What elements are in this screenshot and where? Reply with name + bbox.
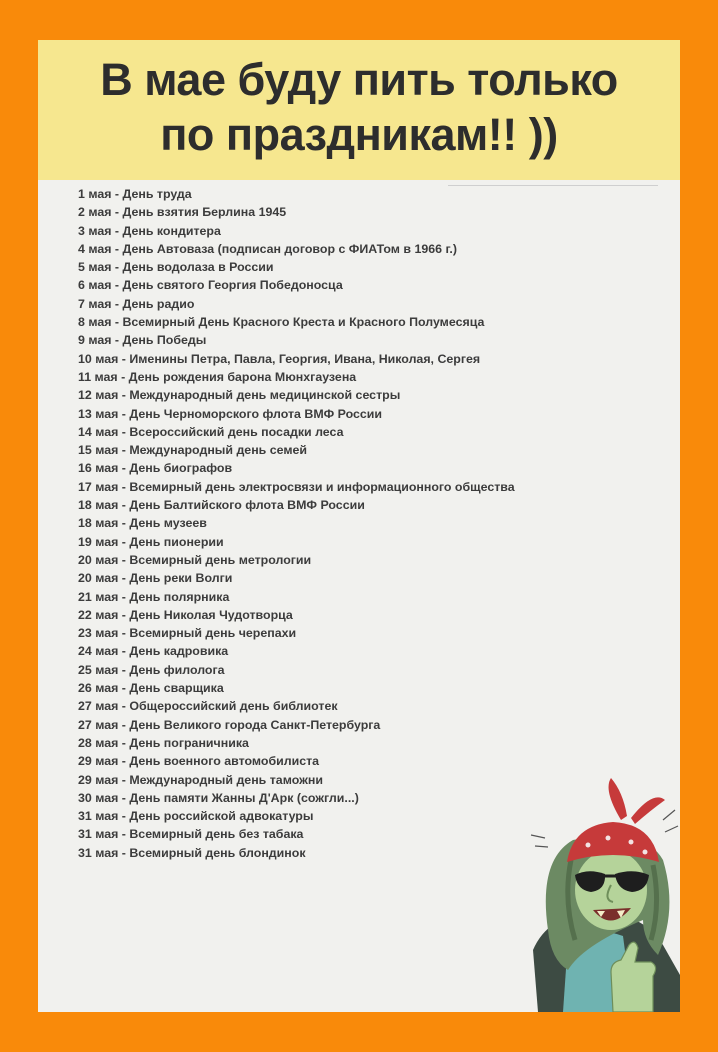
list-item: 25 мая - День филолога (78, 662, 225, 677)
list-item: 20 мая - Всемирный день метрологии (78, 552, 312, 567)
list-item: 19 мая - День пионерии (78, 534, 224, 549)
title-line-1: В мае буду пить только (100, 54, 618, 105)
list-item: 16 мая - День биографов (78, 461, 233, 476)
witch-illustration (493, 740, 680, 1012)
list-item: 5 мая - День водолаза в России (78, 260, 274, 275)
page-title (38, 52, 680, 162)
list-item: 4 мая - День Автоваза (подписан договор с ФИАТом в 1966 г.) (78, 241, 457, 256)
list-item: 27 мая - Общероссийский день библиотек (78, 699, 338, 714)
list-item: 17 мая - Всемирный день электросвязи и информационного общества (78, 479, 515, 494)
list-item: 29 мая - Международный день таможни (78, 772, 323, 787)
list-item: 24 мая - День кадровика (78, 644, 229, 659)
title-line-2: по праздникам!! )) (160, 109, 558, 160)
list-item: 23 мая - Всемирный день черепахи (78, 626, 297, 641)
title-banner (38, 40, 680, 180)
list-item: 26 мая - День сварщика (78, 681, 224, 696)
list-item: 22 мая - День Николая Чудотворца (78, 607, 293, 622)
list-item: 27 мая - День Великого города Санкт-Петербурга (78, 717, 381, 732)
list-item: 11 мая - День рождения барона Мюнхгаузена (78, 369, 357, 384)
list-item: 18 мая - День Балтийского флота ВМФ России (78, 498, 365, 513)
list-item: 1 мая - День труда (78, 187, 192, 201)
list-item: 18 мая - День музеев (78, 516, 207, 531)
list-item: 7 мая - День радио (78, 296, 195, 311)
list-item: 15 мая - Международный день семей (78, 443, 308, 458)
list-item: 21 мая - День полярника (78, 589, 230, 604)
poster-card (38, 40, 680, 1012)
list-item: 3 мая - День кондитера (78, 223, 221, 238)
list-item: 20 мая - День реки Волги (78, 571, 233, 586)
list-item: 31 мая - День российской адвокатуры (78, 809, 314, 824)
list-item: 28 мая - День пограничника (78, 735, 249, 750)
list-item: 6 мая - День святого Георгия Победоносца (78, 278, 343, 293)
list-item: 31 мая - Всемирный день без табака (78, 827, 304, 842)
list-item: 29 мая - День военного автомобилиста (78, 754, 320, 769)
list-item: 9 мая - День Победы (78, 333, 207, 348)
list-item: 10 мая - Именины Петра, Павла, Георгия, Ивана, Николая, Сергея (78, 351, 481, 366)
list-item: 2 мая - День взятия Берлина 1945 (78, 205, 287, 220)
list-item: 12 мая - Международный день медицинской сестры (78, 388, 401, 403)
list-item: 14 мая - Всероссийский день посадки леса (78, 424, 344, 439)
list-item: 30 мая - День памяти Жанны Д'Арк (сожгли...) (78, 790, 359, 805)
list-item: 8 мая - Всемирный День Красного Креста и Красного Полумесяца (78, 315, 485, 330)
list-item: 13 мая - День Черноморского флота ВМФ России (78, 406, 383, 421)
list-item: 31 мая - Всемирный день блондинок (78, 845, 306, 860)
